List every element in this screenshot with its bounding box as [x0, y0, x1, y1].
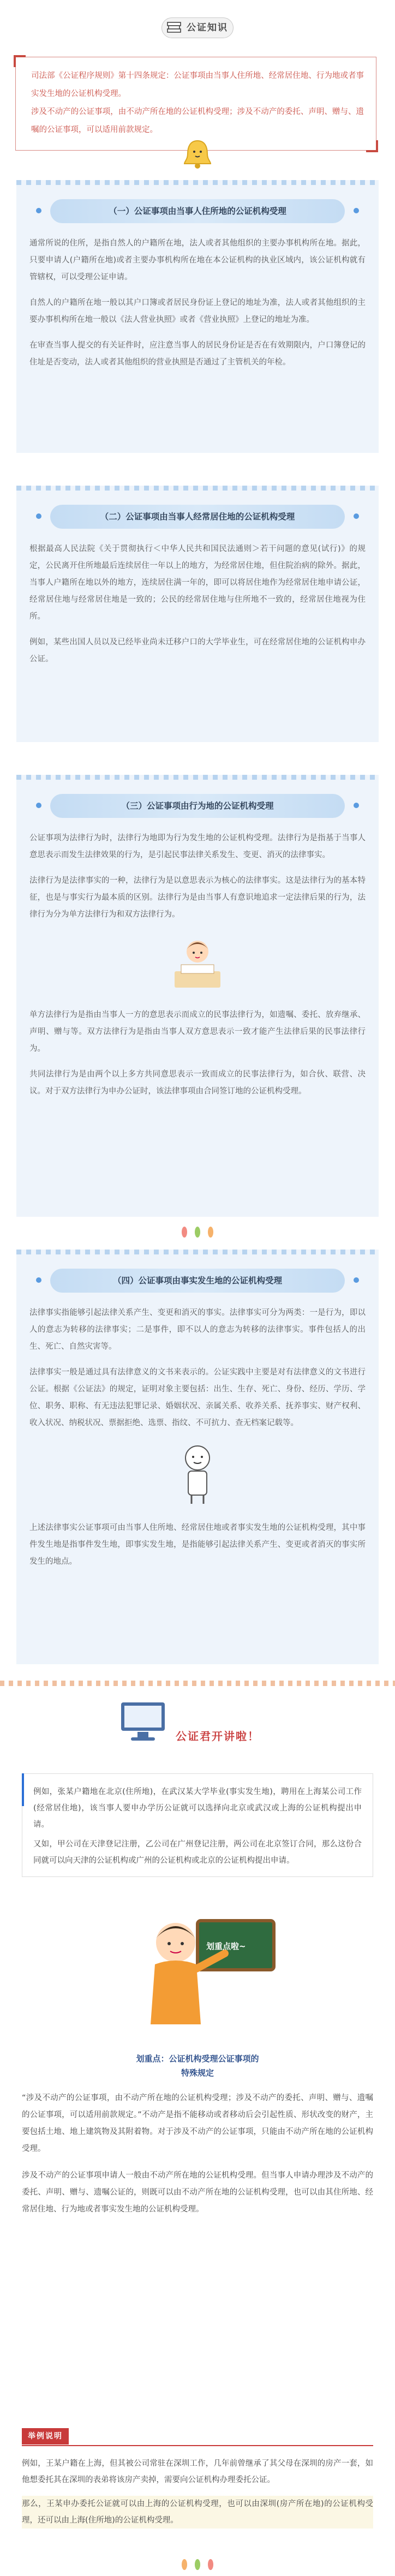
section-residence: [16, 180, 379, 453]
leaf-icon: [208, 2559, 213, 2570]
panel-stripe: [16, 486, 379, 491]
section-paragraph: 单方法律行为是指由当事人一方的意思表示而成立的民事法律行为，如遗嘱、委托、放弃继承、声明、赠与等。双方法律行为是指由当事人双方意思表示一致才能产生法律后果的民事法律行为。: [29, 1011, 366, 1053]
section-body: [16, 818, 379, 1119]
example-divider: [22, 2445, 373, 2446]
leaf-icon: [195, 1227, 200, 1238]
tip-title: [127, 2052, 268, 2080]
intro-paragraph-1: 司法部《公证程序规则》第十四条规定：公证事项由当事人住所地、经常居住地、行为地或者事实发生地的公证机构受理。: [31, 71, 364, 98]
child-reading-illustration: [165, 932, 230, 992]
section-paragraph: 法律事实指能够引起法律关系产生、变更和消灭的事实。法律事实可分为两类：一是行为，即以人的意志为转移的法律事实；二是事件，即不以人的意志为转移的法律事实。事件包括人的出生、死亡、自然灾害等。: [29, 1308, 366, 1351]
teacher-illustration: [116, 1904, 279, 2041]
section-paragraph: 例如，某些出国人员以及已经毕业尚未迁移户口的大学毕业生，可在经常居住地的公证机构申办公证。: [29, 638, 366, 664]
panel-stripe: [16, 1250, 379, 1254]
example-intro-paragraph-1: 例如，张某户籍地在北京(住所地)，在武汉某大学毕业(事实发生地)，聘用在上海某公司工作(经常居住地)，该当事人要申办学历公证就可以选择向北京或武汉或上海的公证机构提出申请。: [33, 1788, 362, 1829]
section-paragraph: 公证事项为法律行为时，法律行为地即为行为发生地的公证机构受理。法律行为是指基于当事人意思表示而发生法律效果的行为，是引起民事法律关系发生、变更、消灭的法律事实。: [29, 834, 366, 859]
dashed-divider: [0, 1681, 395, 1686]
panel-stripe: [16, 775, 379, 780]
example-body: [22, 2455, 373, 2536]
computer-illustration: [116, 1698, 181, 1747]
section-fact-location: [16, 1250, 379, 1664]
section-habitual-residence: [16, 486, 379, 742]
teacher-figure-icon: [116, 1904, 279, 2041]
bell-icon: [180, 138, 215, 170]
tip-title-line-2: 特殊规定: [181, 2068, 214, 2078]
stacked-books-icon: [167, 22, 181, 34]
section-paragraph: 在审查当事人提交的有关证件时，应注意当事人的居民身份证是否在有效期限内，户口簿登记的住址是否变动，法人或者其他组织的营业执照是否通过了主管机关的年检。: [29, 341, 366, 367]
tip-paragraph-2: 涉及不动产的公证事项申请人一般由不动产所在地的公证机构受理。但当事人申请办理涉及不动产的委托、声明、赠与、遗嘱公证的，则既可以由不动产所在地的公证机构受理，也可以由其住所地、经常居住地、行为地或者事实发生地的公证机构受理。: [22, 2171, 373, 2214]
intro-box: [15, 57, 376, 151]
section-title: （二）公证事项由当事人经常居住地的公证机构受理: [50, 505, 345, 529]
leaf-icon: [195, 2559, 200, 2570]
header-title: 公证知识: [187, 22, 228, 33]
leaf-icon: [208, 1227, 213, 1238]
tip-body: [22, 2090, 373, 2228]
board-text: 划重点啦~: [206, 1941, 246, 1951]
tip-paragraph-1: “涉及不动产的公证事项，由不动产所在地的公证机构受理；涉及不动产的委托、声明、赠与、遗嘱的公证事项，可以适用前款规定。”不动产是指不能移动或者移动后会引起性质、形状改变的财产，主要包括土地、地上建筑物及其附着物。对于涉及不动产的公证事项，只能由不动产所在地的公证机构受理。: [22, 2094, 373, 2153]
leaf-icon: [182, 2559, 187, 2570]
section-paragraph: 通常所说的住所，是指自然人的户籍所在地，法人或者其他组织的主要办事机构所在地。据此，只要申请人(户籍所在地)或者主要办事机构所在地在本公证机构的执业区域内，该公证机构就有管辖权，可以受理公证申请。: [29, 239, 366, 282]
banner-text: 公证君开讲啦！: [176, 1731, 260, 1743]
section-paragraph: 共同法律行为是由两个以上多方共同意思表示一致而成立的民事法律行为，如合伙、联营、决议。对于双方法律行为申办公证时，该法律事项由合同签订地的公证机构受理。: [29, 1070, 366, 1096]
leaf-ornament-bottom: [0, 2559, 395, 2571]
section-act-location: [16, 775, 379, 1217]
panel-stripe: [16, 180, 379, 185]
section-body: [16, 1293, 379, 1589]
section-paragraph: 法律行为是法律事实的一种，法律行为是以意思表示为核心的法律事实。这是法律行为的基本特征，也是与事实行为最本质的区别。法律行为是由当事人有意识地追求一定法律后果的行为，法律行为分为单方法律行为和双方法律行为。: [29, 876, 366, 919]
example-intro-box: [22, 1773, 373, 1877]
section-body: [16, 223, 379, 390]
section-paragraph: 法律事实一般是通过具有法律意义的文书来表示的。公证实践中主要是对有法律意义的文书进行公证。根据《公证法》的规定，证明对象主要包括：出生、生存、死亡、身份、经历、学历、学位、职务、职称、有无违法犯罪记录、婚姻状况、亲属关系、收养关系、抚养事实、财产权利、收入状况、纳税状况、票据拒绝、选票、指纹、不可抗力、查无档案记载等。: [29, 1368, 366, 1427]
section-paragraph: 根据最高人民法院《关于贯彻执行＜中华人民共和国民法通则＞若干问题的意见(试行)》的规定，公民离开住所地最后连续居住一年以上的地方，为经常居住地，但住院治病的除外。据此，当事人户籍所在地以外的地方，连续居住满一年的，即可以将居住地作为经常居住地申请公证，经常居住地与经常居住地是一致的；公民的经常居住地与住所地不一致的，经常居住地视为住所。: [29, 545, 366, 621]
section-paragraph: 上述法律事实公证事项可由当事人住所地、经常居住地或者事实发生地的公证机构受理，其中事件发生地是指事件发生地，即事实发生地，是指能够引起法律关系产生、变更或者消灭的事实所发生的地点。: [29, 1523, 366, 1566]
section-title: （四）公证事项由事实发生地的公证机构受理: [50, 1269, 345, 1293]
intro-paragraph-2: 涉及不动产的公证事项，由不动产所在地的公证机构受理；涉及不动产的委托、声明、赠与、遗嘱的公证事项，可以适用前款规定。: [31, 107, 364, 134]
lecture-banner: [116, 1698, 279, 1758]
tip-title-line-1: 划重点：公证机构受理公证事项的: [136, 2054, 259, 2064]
example-tag: 举例说明: [22, 2428, 69, 2444]
section-title: （三）公证事项由行为地的公证机构受理: [50, 794, 345, 818]
example-paragraph-2: 那么，王某申办委托公证就可以由上海的公证机构受理，也可以由深圳(房产所在地)的公证机构受理，还可以由上海(住所地)的公证机构受理。: [22, 2496, 373, 2529]
cartoon-figure-illustration: [173, 1441, 222, 1506]
example-paragraph-1: 例如，王某户籍在上海，但其被公司常驻在深圳工作，几年前曾继承了其父母在深圳的房产一套，如他想委托其在深圳的表弟将该房产卖掉，需要向公证机构办理委托公证。: [22, 2459, 373, 2484]
section-title: （一）公证事项由当事人住所地的公证机构受理: [50, 199, 345, 223]
leaf-ornament: [0, 1227, 395, 1239]
section-paragraph: 自然人的户籍所在地一般以其户口簿或者居民身份证上登记的地址为准，法人或者其他组织的主要办事机构所在地一般以《法人营业执照》或者《营业执照》上登记的地址为准。: [29, 298, 366, 324]
header-badge: [161, 17, 234, 38]
leaf-icon: [182, 1227, 187, 1238]
example-intro-paragraph-2: 又如，甲公司在天津登记注册，乙公司在广州登记注册，两公司在北京签订合同，那么这份合同就可以向天津的公证机构或广州的公证机构或北京的公证机构提出申请。: [33, 1840, 362, 1865]
section-body: [16, 529, 379, 686]
